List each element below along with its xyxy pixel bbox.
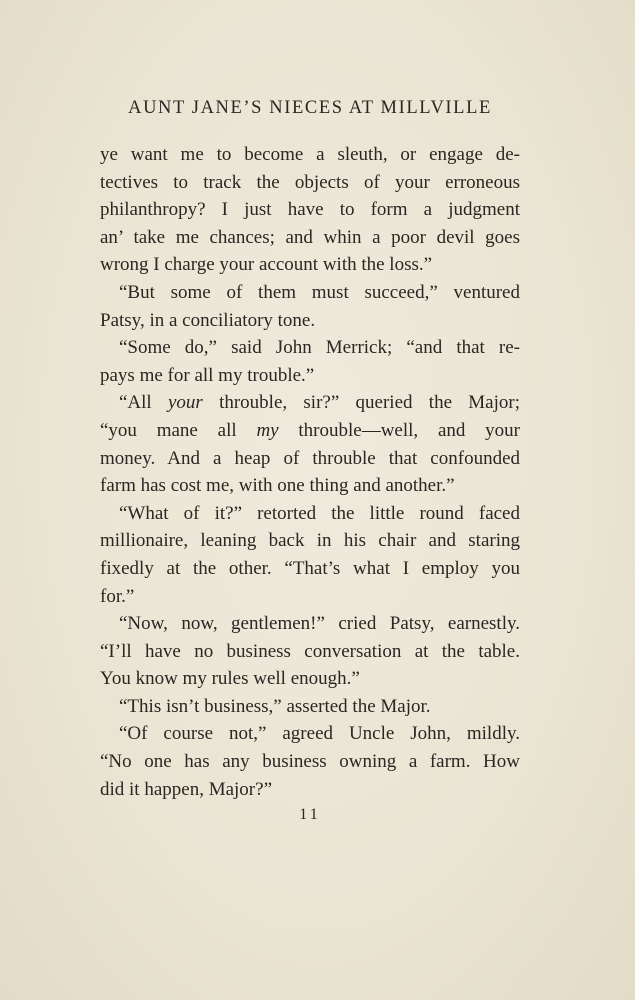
text-line: “No one has any business owning a farm. How [100, 751, 520, 773]
text-line [100, 389, 520, 417]
text-line: “What of it?” retorted the little round faced [119, 502, 520, 524]
text-line: Patsy, in a conciliatory tone. [100, 309, 316, 331]
text-line: millionaire, leaning back in his chair and staring [100, 530, 520, 552]
text-line: tectives to track the objects of your erroneous [100, 171, 520, 193]
text-line: “I’ll have no business conversation at the table. [100, 640, 520, 662]
text-line: wrong I charge your account with the loss.” [100, 254, 433, 276]
text-line: “Of course not,” agreed Uncle John, mildly. [119, 723, 520, 745]
text-line: ye want me to become a sleuth, or engage de- [100, 144, 520, 165]
running-title: AUNT JANE’S NIECES AT MILLVILLE [128, 98, 492, 118]
text-line: fixedly at the other. “That’s what I employ you [100, 557, 520, 579]
emphasized-word: my [256, 419, 279, 441]
text-run: throuble—well, and your [278, 419, 520, 441]
text-line: pays me for all my trouble.” [100, 364, 315, 386]
text-line: “This isn’t business,” asserted the Major. [119, 695, 431, 717]
text-line: for.” [100, 585, 135, 607]
text-line: an’ take me chances; and whin a poor devil goes [100, 226, 520, 248]
text-line: “Now, now, gentlemen!” cried Patsy, earnestly. [119, 613, 520, 635]
emphasized-word: your [167, 392, 203, 414]
text-line: You know my rules well enough.” [100, 668, 360, 690]
text-line: philanthropy? I just have to form a judgment [100, 199, 520, 221]
text-line: money. And a heap of throuble that confounded [100, 447, 520, 469]
text-line [100, 417, 520, 445]
page-number: 11 [299, 806, 321, 823]
body-text [100, 141, 520, 803]
text-line: “But some of them must succeed,” ventured [119, 281, 520, 303]
text-run: “All [119, 392, 168, 414]
text-line: “Some do,” said John Merrick; “and that re- [119, 337, 520, 359]
text-run: throuble, sir?” queried the Major; [202, 392, 520, 414]
text-line: did it happen, Major?” [100, 778, 273, 800]
text-run: “you mane all [100, 419, 257, 441]
text-line: farm has cost me, with one thing and another.” [100, 475, 455, 497]
